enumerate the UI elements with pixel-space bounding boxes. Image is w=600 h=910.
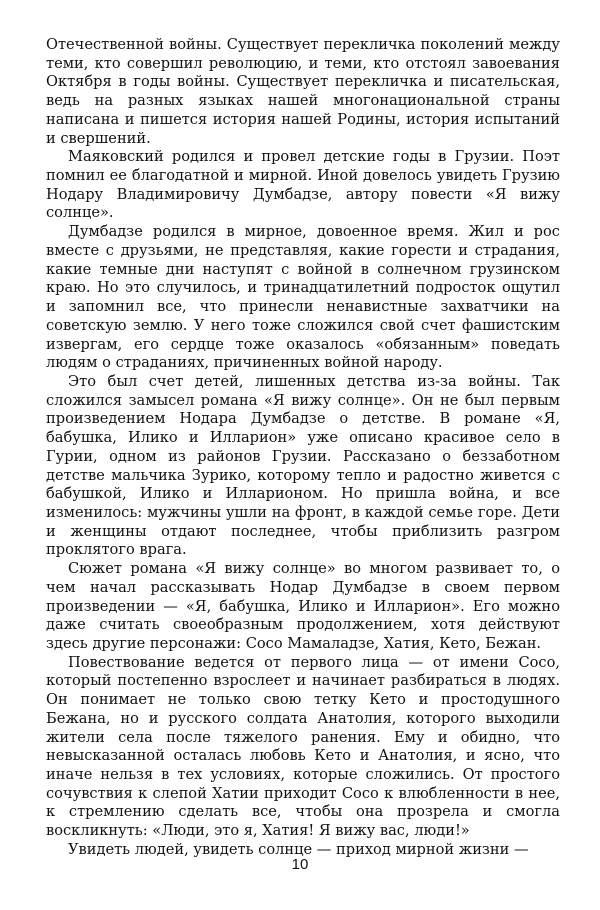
paragraph: Это был счет детей, лишенных детства из-за войны. Так сложился замысел романа «Я вижу солнце». Он не был первым произведением Нодара Думбадзе о детстве. В романе «Я, бабушка, Илико и Илларион» уже описано красивое село в Гурии, одном из районов Грузии. Рассказано о беззаботном детстве мальчика Зурико, которому тепло и радостно живется с бабушкой, Илико и Илларионом. Но пришла война, и все изменилось: мужчины ушли на фронт, в каждой семье горе. Дети и женщины отдают последнее, чтобы приблизить разгром проклятого врага. <box>46 372 560 559</box>
paragraph: Увидеть людей, увидеть солнце — приход мирной жизни — <box>68 840 529 858</box>
paragraph: Отечественной войны. Существует перекличка поколений между теми, кто совершил революцию, и теми, кто отстоял завоевания Октября в годы войны. Существует перекличка и писательская, ведь на разных языках нашей многонациональной страны написана и пишется история нашей Родины, история испытаний и свершений. <box>46 36 560 147</box>
paragraph: Маяковский родился и провел детские годы в Грузии. Поэт помнил ее благодатной и мирной. Иной довелось увидеть Грузию Нодару Владимировичу Думбадзе, автору повести «Я вижу солнце». <box>46 148 560 222</box>
page-number: 10 <box>291 856 309 873</box>
paragraph: Думбадзе родился в мирное, довоенное время. Жил и рос вместе с друзьями, не представляя, какие горести и страдания, какие темные дни наступят с войной в солнечном грузинском краю. Но это случилось, и тринадцатилетний подросток ощутил и запомнил все, что принесли ненавистные захватчики на советскую землю. У него тоже сложился свой счет фашистским извергам, его сердце тоже оказалось «обязанным» поведать людям о страданиях, причиненных войной народу. <box>46 223 560 372</box>
paragraph: Повествование ведется от первого лица — от имени Сосо, который постепенно взрослеет и начинает разбираться в людях. Он понимает не только свою тетку Кето и простодушного Бежана, но и русского солдата Анатолия, которого выходили жители села после тяжелого ранения. Ему и обидно, что невысказанной осталась любовь Кето и Анатолия, и ясно, что иначе нельзя в тех условиях, которые сложились. От простого сочувствия к слепой Хатии приходит Сосо к влюбленности в нее, к стремлению сделать все, чтобы она прозрела и смогла воскликнуть: «Люди, это я, Хатия! Я вижу вас, люди!» <box>46 653 560 840</box>
page-text <box>46 36 560 860</box>
paragraph: Сюжет романа «Я вижу солнце» во многом развивает то, о чем начал рассказывать Нодар Думбадзе в своем первом произведении — «Я, бабушка, Илико и Илларион». Его можно даже считать своеобразным продолжением, хотя действуют здесь другие персонажи: Сосо Мамаладзе, Хатия, Кето, Бежан. <box>46 560 560 652</box>
